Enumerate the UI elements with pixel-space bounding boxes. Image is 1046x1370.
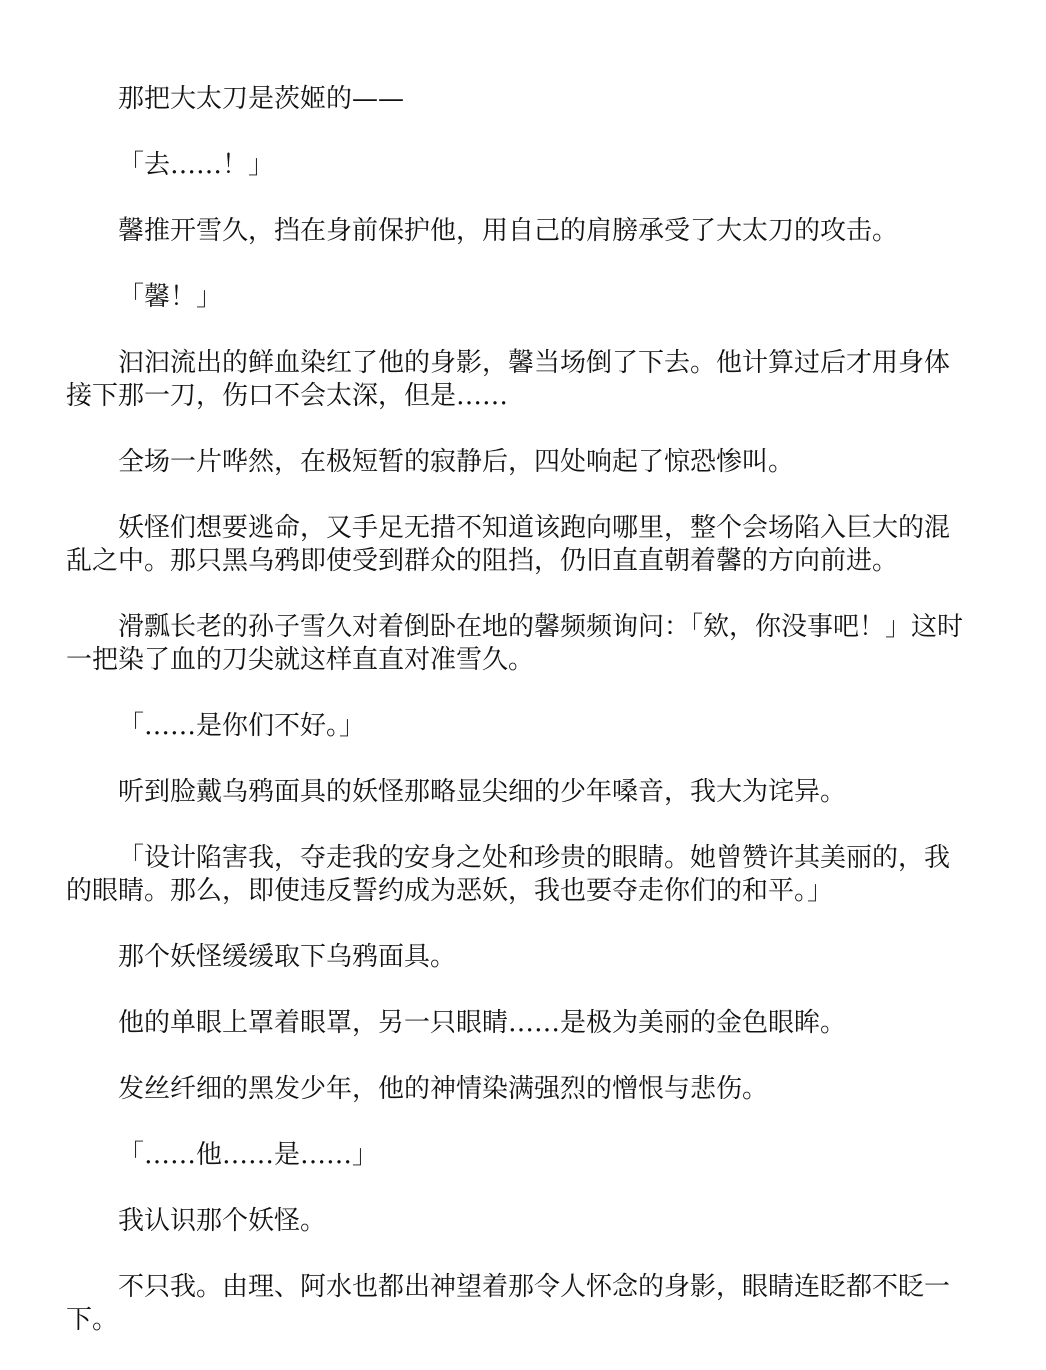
paragraph: 听到脸戴乌鸦面具的妖怪那略显尖细的少年嗓音，我大为诧异。	[118, 777, 847, 807]
paragraph: 「设计陷害我，夺走我的安身之处和珍贵的眼睛。她曾赞许其美丽的，我的眼睛。那么，即使违反誓约成为恶妖，我也要夺走你们的和平。」	[66, 843, 951, 906]
paragraph: 妖怪们想要逃命，又手足无措不知道该跑向哪里，整个会场陷入巨大的混乱之中。那只黑乌鸦即使受到群众的阻挡，仍旧直直朝着馨的方向前进。	[66, 513, 951, 576]
paragraph: 汩汩流出的鲜血染红了他的身影，馨当场倒了下去。他计算过后才用身体接下那一刀，伤口不会太深，但是……	[66, 348, 951, 411]
paragraph: 发丝纤细的黑发少年，他的神情染满强烈的憎恨与悲伤。	[118, 1074, 769, 1104]
paragraph: 我认识那个妖怪。	[118, 1206, 327, 1236]
paragraph: 「……他……是……」	[118, 1140, 379, 1170]
paragraph: 那把大太刀是茨姬的——	[118, 84, 405, 114]
paragraph: 「去……！」	[118, 150, 275, 180]
document-page	[66, 83, 972, 1370]
paragraph: 全场一片哗然，在极短暂的寂静后，四处响起了惊恐惨叫。	[118, 447, 795, 477]
paragraph: 「……是你们不好。」	[118, 711, 366, 741]
paragraph: 「馨！」	[118, 282, 223, 312]
paragraph: 他的单眼上罩着眼罩，另一只眼睛……是极为美丽的金色眼眸。	[118, 1008, 847, 1038]
paragraph: 那个妖怪缓缓取下乌鸦面具。	[118, 942, 457, 972]
paragraph: 馨推开雪久，挡在身前保护他，用自己的肩膀承受了大太刀的攻击。	[118, 216, 899, 246]
paragraph: 不只我。由理、阿水也都出神望着那令人怀念的身影，眼睛连眨都不眨一下。	[66, 1272, 951, 1335]
paragraph: 滑瓢长老的孙子雪久对着倒卧在地的馨频频询问：「欸，你没事吧！」这时一把染了血的刀尖就这样直直对准雪久。	[66, 612, 964, 675]
